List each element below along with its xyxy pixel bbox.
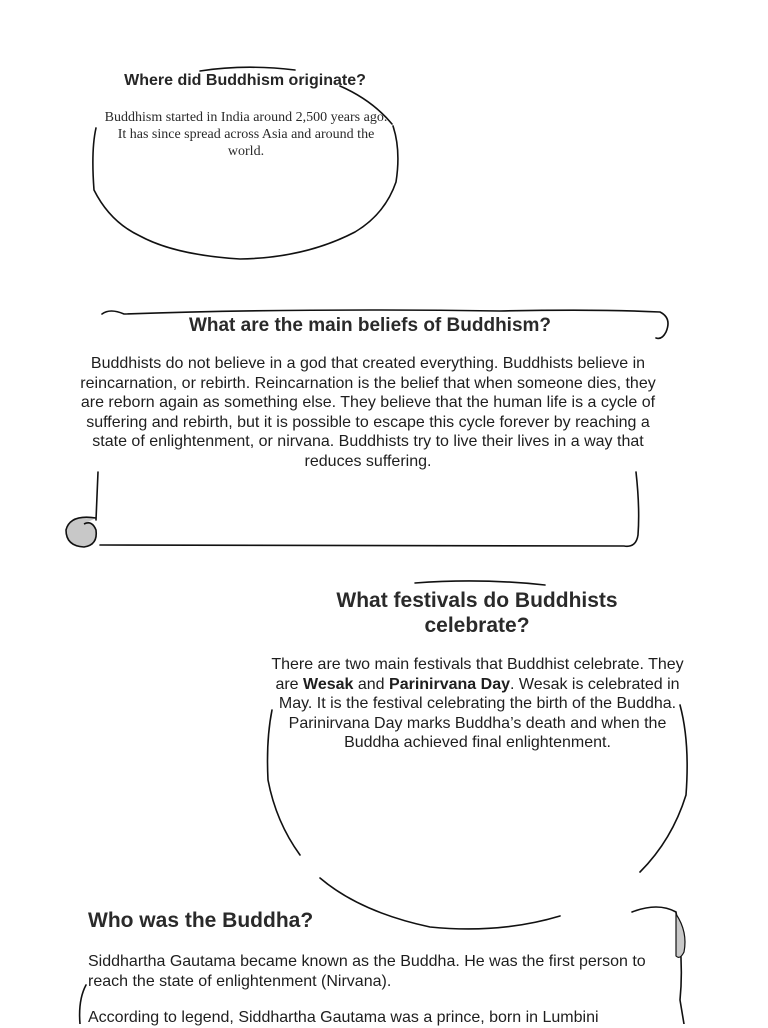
festivals-text-part: and <box>353 675 390 693</box>
festivals-text-part: . Wesak is celebrated in May. It is the festival celebrating the birth of the Buddha. Parinirvana Day marks Buddha’s death and when the Buddha achieved final enlightenment. <box>278 675 680 752</box>
buddha-heading: Who was the Buddha? <box>88 909 314 932</box>
beliefs-heading: What are the main beliefs of Buddhism? <box>188 315 552 336</box>
origin-heading: Where did Buddhism originate? <box>124 72 366 89</box>
festivals-text-part: There are two main festivals that Buddhist celebrate. They are <box>271 656 684 693</box>
beliefs-scroll <box>96 472 98 520</box>
buddha-paragraph-2: According to legend, Siddhartha Gautama was a prince, born in Lumbini <box>88 1009 599 1026</box>
scroll-curl-icon <box>66 517 96 547</box>
beliefs-text: Buddhists do not believe in a god that created everything. Buddhists believe in reincarnation, or rebirth. Reincarnation is the belief that when someone dies, they are reborn again as something else. They believe that the human life is a cycle of suffering and rebirth, but it is possible to escape this cycle forever by reaching a state of enlightenment, or nirvana. Buddhists try to live their lives in a way that reduces suffering. <box>80 355 656 470</box>
festivals-text <box>270 655 685 753</box>
festivals-heading: What festivals do Buddhists celebrate? <box>336 589 618 637</box>
origin-oval <box>200 67 295 71</box>
beliefs-scroll <box>100 472 639 546</box>
festivals-oval <box>415 581 545 585</box>
scroll-curl-icon <box>676 914 685 957</box>
origin-text: Buddhism started in India around 2,500 years ago. It has since spread across Asia and around the world. <box>104 110 388 159</box>
festival-name-wesak: Wesak <box>303 675 354 693</box>
buddha-frame <box>80 985 86 1024</box>
buddha-paragraph-1: Siddhartha Gautama became known as the Buddha. He was the first person to reach the state of enlightenment (Nirvana). <box>88 953 646 990</box>
festival-name-parinirvana: Parinirvana Day <box>389 675 510 693</box>
